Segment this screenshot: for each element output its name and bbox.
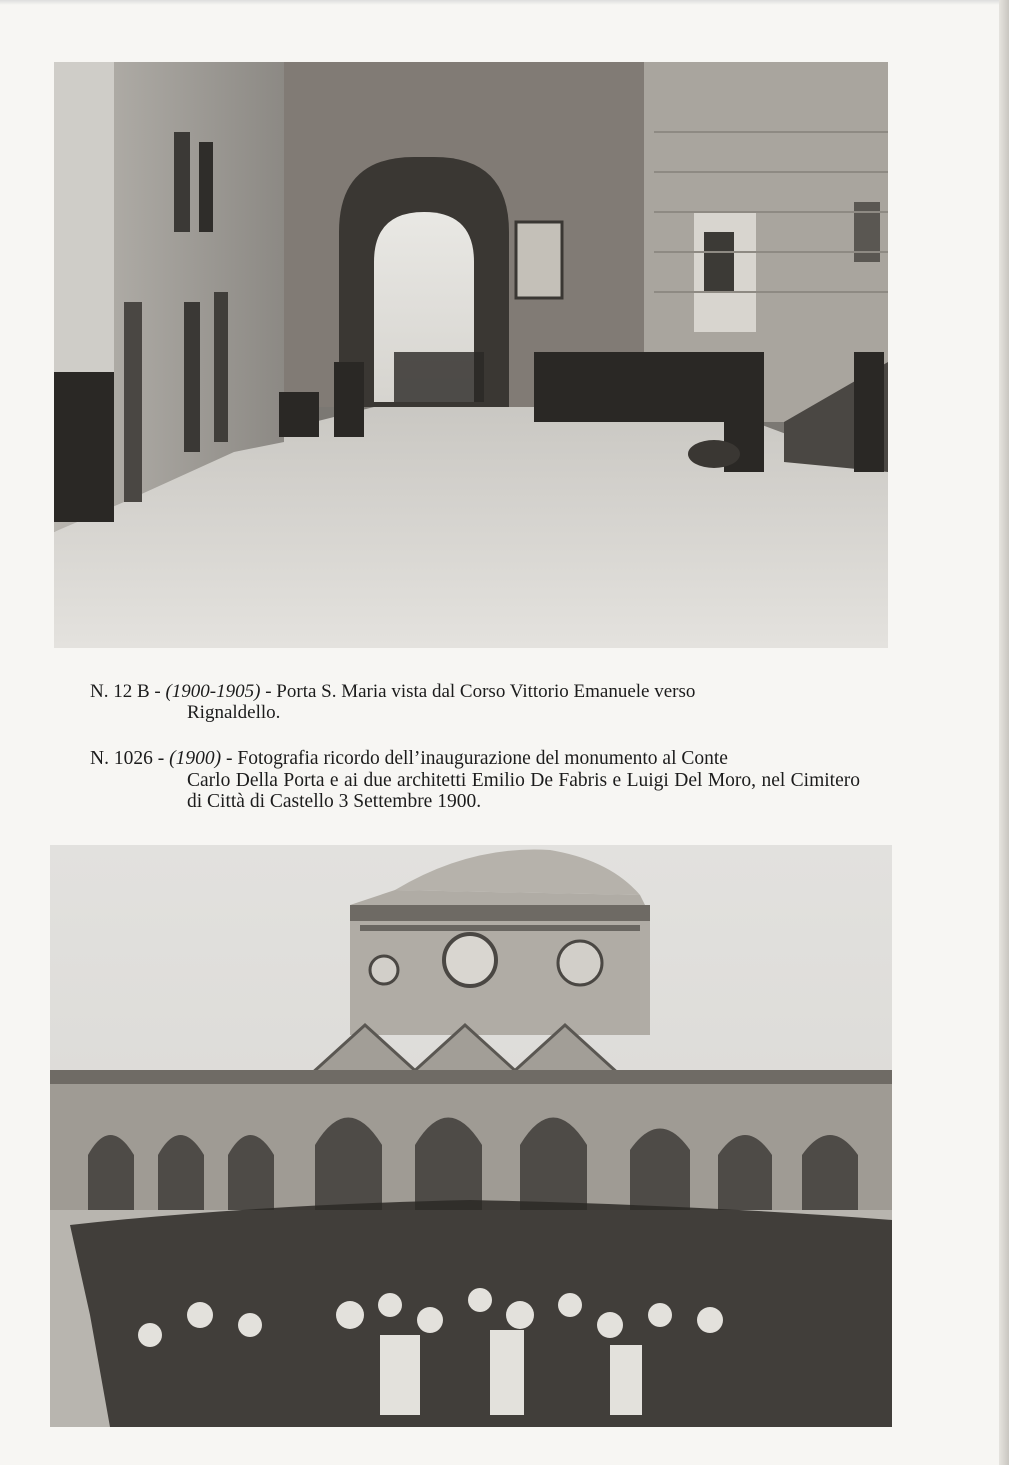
page-right-edge [999,0,1009,1465]
photo-porta-santa-maria-drawing [54,62,888,648]
caption-number: N. 12 B - (1900-1905) - Porta S. Maria vista dal Corso Vittorio Emanuele verso [90,681,696,702]
photo-cimitero-drawing [50,845,892,1427]
caption-1026 [90,748,870,812]
caption-12b [90,681,870,723]
page-top-edge [0,0,1009,5]
photo-cimitero-inaugurazione [50,845,892,1427]
caption-number: N. 1026 - (1900) - Fotografia ricordo dell’inaugurazione del monumento al Conte [90,748,728,769]
photo-porta-santa-maria [54,62,888,648]
caption-text: Carlo Della Porta e ai due architetti Emilio De Fabris e Luigi Del Moro, nel Cimitero di Città di Castello 3 Settembre 1900. [187,770,860,812]
caption-text: Rignaldello. [187,702,281,723]
